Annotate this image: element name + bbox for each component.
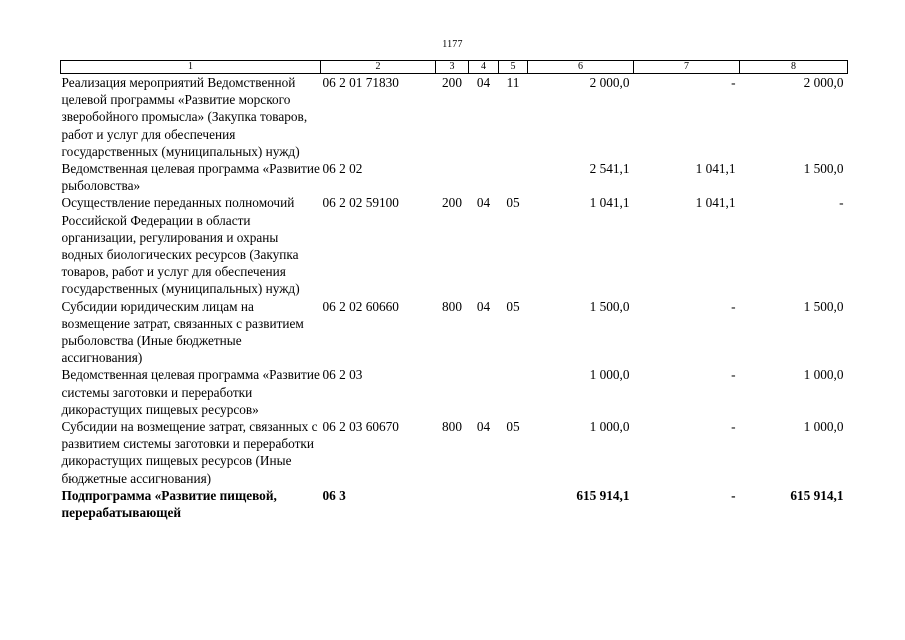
item-code: 06 2 01 71830 — [322, 75, 399, 90]
regional-amount: 1 000,0 — [803, 419, 844, 435]
subsection: 11 — [506, 75, 520, 90]
item-name: Субсидии на возмещение затрат, связанных с развитием системы заготовки и переработки дикорастущих пищевых ресурсов (Иные бюджетные ассигнования) — [61, 419, 318, 486]
column-number-header-row — [61, 61, 848, 74]
subsection — [499, 487, 528, 521]
budget-table — [60, 60, 848, 521]
federal-amount: - — [731, 367, 736, 383]
regional-amount: - — [839, 195, 844, 211]
section — [469, 366, 499, 418]
total-amount: 1 041,1 — [589, 195, 630, 211]
expense-type — [436, 487, 469, 521]
item-name: Ведомственная целевая программа «Развитие рыболовства» — [61, 161, 320, 194]
item-code: 06 2 03 60670 — [322, 419, 399, 435]
total-amount: 2 541,1 — [589, 161, 630, 177]
section — [469, 487, 499, 521]
total-amount: 615 914,1 — [576, 487, 630, 503]
page-number: 1177 — [442, 39, 463, 50]
subsection: 05 — [506, 298, 520, 314]
column-header-8: 8 — [740, 61, 848, 74]
column-header-3: 3 — [436, 61, 469, 74]
regional-amount: 615 914,1 — [790, 487, 844, 503]
table-row — [61, 74, 848, 161]
table-row — [61, 298, 848, 367]
subsection: 05 — [506, 419, 520, 435]
total-amount: 1 000,0 — [589, 367, 630, 383]
expense-type: 200 — [442, 75, 462, 90]
item-code: 06 2 03 — [322, 367, 363, 383]
item-code: 06 2 02 60660 — [322, 298, 399, 314]
table-row — [61, 366, 848, 418]
item-name: Осуществление переданных полномочий Российской Федерации в области организации, регулирования и охраны водных биологических ресурсов (Закупка товаров, работ и услуг для обеспечения государственных (муниципальных) нужд) — [61, 195, 300, 297]
regional-amount: 2 000,0 — [803, 75, 844, 90]
regional-amount: 1 000,0 — [803, 367, 844, 383]
federal-amount: - — [731, 298, 736, 314]
table-row — [61, 194, 848, 297]
column-header-6: 6 — [528, 61, 634, 74]
federal-amount: - — [731, 75, 736, 90]
regional-amount: 1 500,0 — [803, 161, 844, 177]
item-code: 06 3 — [322, 487, 346, 503]
item-code: 06 2 02 — [322, 161, 363, 177]
section: 04 — [476, 298, 491, 314]
column-header-7: 7 — [634, 61, 740, 74]
expense-type: 800 — [442, 419, 462, 435]
table-row-subprogram — [61, 487, 848, 521]
federal-amount: 1 041,1 — [695, 161, 736, 177]
item-name: Реализация мероприятий Ведомственной целевой программы «Развитие морского зверобойного промысла» (Закупка товаров, работ и услуг для обеспечения государственных (муниципальных) нужд) — [61, 75, 308, 159]
item-name: Ведомственная целевая программа «Развитие системы заготовки и переработки дикорастущих пищевых ресурсов» — [61, 367, 320, 417]
section — [469, 160, 499, 194]
expense-type — [436, 160, 469, 194]
section: 04 — [476, 195, 491, 211]
subsection — [499, 366, 528, 418]
item-code: 06 2 02 59100 — [322, 195, 399, 211]
column-header-5: 5 — [499, 61, 528, 74]
expense-type: 200 — [442, 195, 462, 211]
regional-amount: 1 500,0 — [803, 298, 844, 314]
total-amount: 1 000,0 — [589, 419, 630, 435]
item-name: Подпрограмма «Развитие пищевой, перерабатывающей — [61, 487, 277, 521]
federal-amount: 1 041,1 — [695, 195, 736, 211]
section: 04 — [476, 75, 491, 90]
column-header-2: 2 — [321, 61, 436, 74]
table-row — [61, 160, 848, 194]
table-row — [61, 418, 848, 487]
expense-type: 800 — [442, 298, 462, 314]
subsection: 05 — [506, 195, 520, 211]
total-amount: 2 000,0 — [589, 75, 630, 90]
item-name: Субсидии юридическим лицам на возмещение затрат, связанных с развитием рыболовства (Иные бюджетные ассигнования) — [61, 298, 304, 366]
federal-amount: - — [731, 487, 736, 503]
section: 04 — [476, 419, 491, 435]
subsection — [499, 160, 528, 194]
federal-amount: - — [731, 419, 736, 435]
expense-type — [436, 366, 469, 418]
column-header-4: 4 — [469, 61, 499, 74]
column-header-1: 1 — [61, 61, 321, 74]
total-amount: 1 500,0 — [589, 298, 630, 314]
